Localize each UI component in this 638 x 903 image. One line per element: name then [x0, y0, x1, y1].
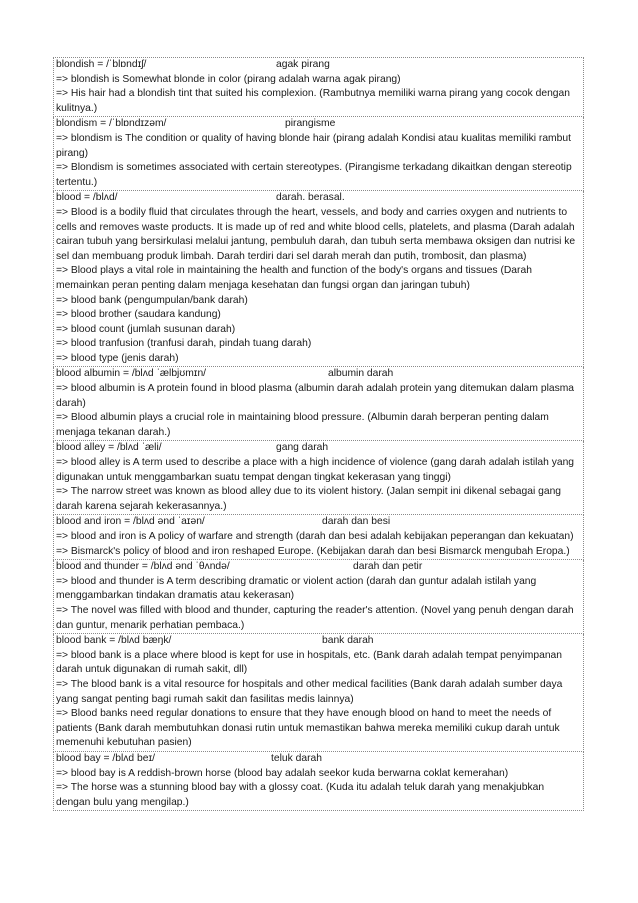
entry-meaning: darah dan besi — [322, 516, 391, 528]
entry-headword-row — [56, 752, 580, 767]
entry-meaning: gang darah — [276, 442, 329, 454]
entry-line: => blood brother (saudara kandung) — [56, 309, 221, 321]
entry-line: => The novel was filled with blood and thunder, capturing the reader's attention. (Novel yang penuh dengan darah dan guntur, menarik perhatian pembaca.) — [56, 604, 574, 631]
entry-headword-row — [56, 117, 580, 132]
entry-meaning: bank darah — [322, 635, 374, 647]
entry-meaning: darah. berasal. — [276, 192, 345, 204]
entry-headword-row — [56, 634, 580, 649]
entry-headword-row — [56, 58, 580, 73]
dictionary-entry — [53, 515, 584, 560]
entry-term: blood bay = /blʌd beɪ/ — [56, 752, 155, 764]
entry-line: => Blood is a bodily fluid that circulates through the heart, vessels, and body and carries oxygen and nutrients to cells and removes waste products. It is made up of red and white blood cells, platelets, and plasma (Darah adalah cairan tubuh yang bersirkulasi melalui jantung, pembuluh darah, dan tubuh serta membawa oksigen dan nutrisi ke sel dan membuang produk limbah. Darah terdiri dari sel darah merah dan putih, trombosit, dan plasma) — [56, 206, 576, 262]
entry-headword-row — [56, 560, 580, 575]
dictionary-entry — [53, 560, 584, 634]
entry-term: blondish = /ˈblɒndɪʃ/ — [56, 59, 147, 70]
entry-meaning: agak pirang — [276, 59, 330, 70]
entry-term: blood bank = /blʌd bæŋk/ — [56, 635, 172, 647]
dictionary-entry — [53, 367, 584, 441]
entry-line: => blood albumin is A protein found in blood plasma (albumin darah adalah protein yang ditemukan dalam plasma darah) — [56, 383, 575, 409]
entry-line: => blood and thunder is A term describing dramatic or violent action (darah dan guntur adalah istilah yang menggambarkan tindakan dramatis atau kekerasan) — [56, 575, 537, 602]
entry-line: => blood alley is A term used to describe a place with a high incidence of violence (gang darah adalah istilah yang digunakan untuk menggambarkan suatu tempat dengan tingkat kekerasan yang tinggi) — [56, 457, 575, 483]
entry-line: => blood type (jenis darah) — [56, 352, 179, 364]
entry-line: => Bismarck's policy of blood and iron reshaped Europe. (Kebijakan darah dan besi Bismarck mengubah Eropa.) — [56, 545, 570, 557]
entry-line: => Blood banks need regular donations to ensure that they have enough blood on hand to meet the needs of patients (Bank darah membutuhkan donasi rutin untuk memastikan bahwa mereka memiliki cukup darah untuk memenuhi kebutuhan pasien) — [56, 708, 560, 749]
entry-term: blood = /blʌd/ — [56, 192, 118, 204]
entry-term: blood and thunder = /blʌd ənd ˈθʌndə/ — [56, 561, 230, 573]
entry-line: => The blood bank is a vital resource for hospitals and other medical facilities (Bank darah adalah sumber daya yang sangat penting bagi rumah sakit dan fasilitas medis lainnya) — [56, 678, 563, 705]
entry-line: => Blondism is sometimes associated with certain stereotypes. (Pirangisme terkadang dikaitkan dengan stereotip tertentu.) — [56, 162, 572, 188]
entry-term: blood albumin = /blʌd ˈælbjʊmɪn/ — [56, 368, 207, 380]
entry-line: => blood tranfusion (tranfusi darah, pindah tuang darah) — [56, 338, 312, 350]
entry-line: => The narrow street was known as blood alley due to its violent history. (Jalan sempit ini dikenal sebagai gang darah karena sejarah kekerasannya.) — [56, 486, 562, 512]
entry-term: blood and iron = /blʌd ənd ˈaɪən/ — [56, 516, 205, 528]
entry-line: => blondism is The condition or quality of having blonde hair (pirang adalah Kondisi atau kualitas memiliki rambut pirang) — [56, 132, 571, 159]
entry-line: => His hair had a blondish tint that suited his complexion. (Rambutnya memiliki warna pirang yang cocok dengan kulitnya.) — [56, 88, 570, 114]
entry-line: => blood bank (pengumpulan/bank darah) — [56, 294, 248, 306]
entry-term: blondism = /ˈblɒndɪzəm/ — [56, 118, 167, 130]
entry-line: => Blood plays a vital role in maintaining the health and function of the body's organs and tissues (Darah memainkan peran penting dalam menjaga kesehatan dan fungsi organ dan jaringan tubuh) — [56, 265, 532, 291]
entry-line: => blood bay is A reddish-brown horse (blood bay adalah seekor kuda berwarna coklat kemerahan) — [56, 767, 509, 779]
entry-line: => blood and iron is A policy of warfare and strength (darah dan besi adalah kebijakan peperangan dan kekuatan) — [56, 531, 574, 542]
entry-line: => blood bank is a place where blood is kept for use in hospitals, etc. (Bank darah adalah tempat penyimpanan darah untuk digunakan di rumah sakit, dll) — [56, 649, 563, 676]
dictionary-entry — [53, 117, 584, 191]
entry-line: => Blood albumin plays a crucial role in maintaining blood pressure. (Albumin darah berperan penting dalam menjaga tekanan darah.) — [56, 412, 549, 438]
dictionary-entry — [53, 191, 584, 367]
entry-headword-row — [56, 367, 580, 382]
entry-headword-row — [56, 441, 580, 456]
dictionary-entry — [53, 441, 584, 515]
dictionary-document — [53, 57, 584, 811]
entry-line: => blondish is Somewhat blonde in color (pirang adalah warna agak pirang) — [56, 73, 401, 85]
entry-line: => The horse was a stunning blood bay with a glossy coat. (Kuda itu adalah teluk darah yang menakjubkan dengan bulu yang mengilap.) — [56, 782, 545, 808]
entry-headword-row — [56, 515, 580, 530]
entry-meaning: darah dan petir — [353, 561, 423, 573]
entry-meaning: albumin darah — [328, 368, 394, 380]
entry-line: => blood count (jumlah susunan darah) — [56, 323, 236, 335]
entry-meaning: pirangisme — [285, 118, 336, 130]
dictionary-entry — [53, 634, 584, 752]
entry-headword-row — [56, 191, 580, 206]
entry-term: blood alley = /blʌd ˈæli/ — [56, 442, 162, 454]
entry-meaning: teluk darah — [271, 752, 322, 764]
dictionary-entry — [53, 752, 584, 811]
dictionary-entry — [53, 57, 584, 117]
